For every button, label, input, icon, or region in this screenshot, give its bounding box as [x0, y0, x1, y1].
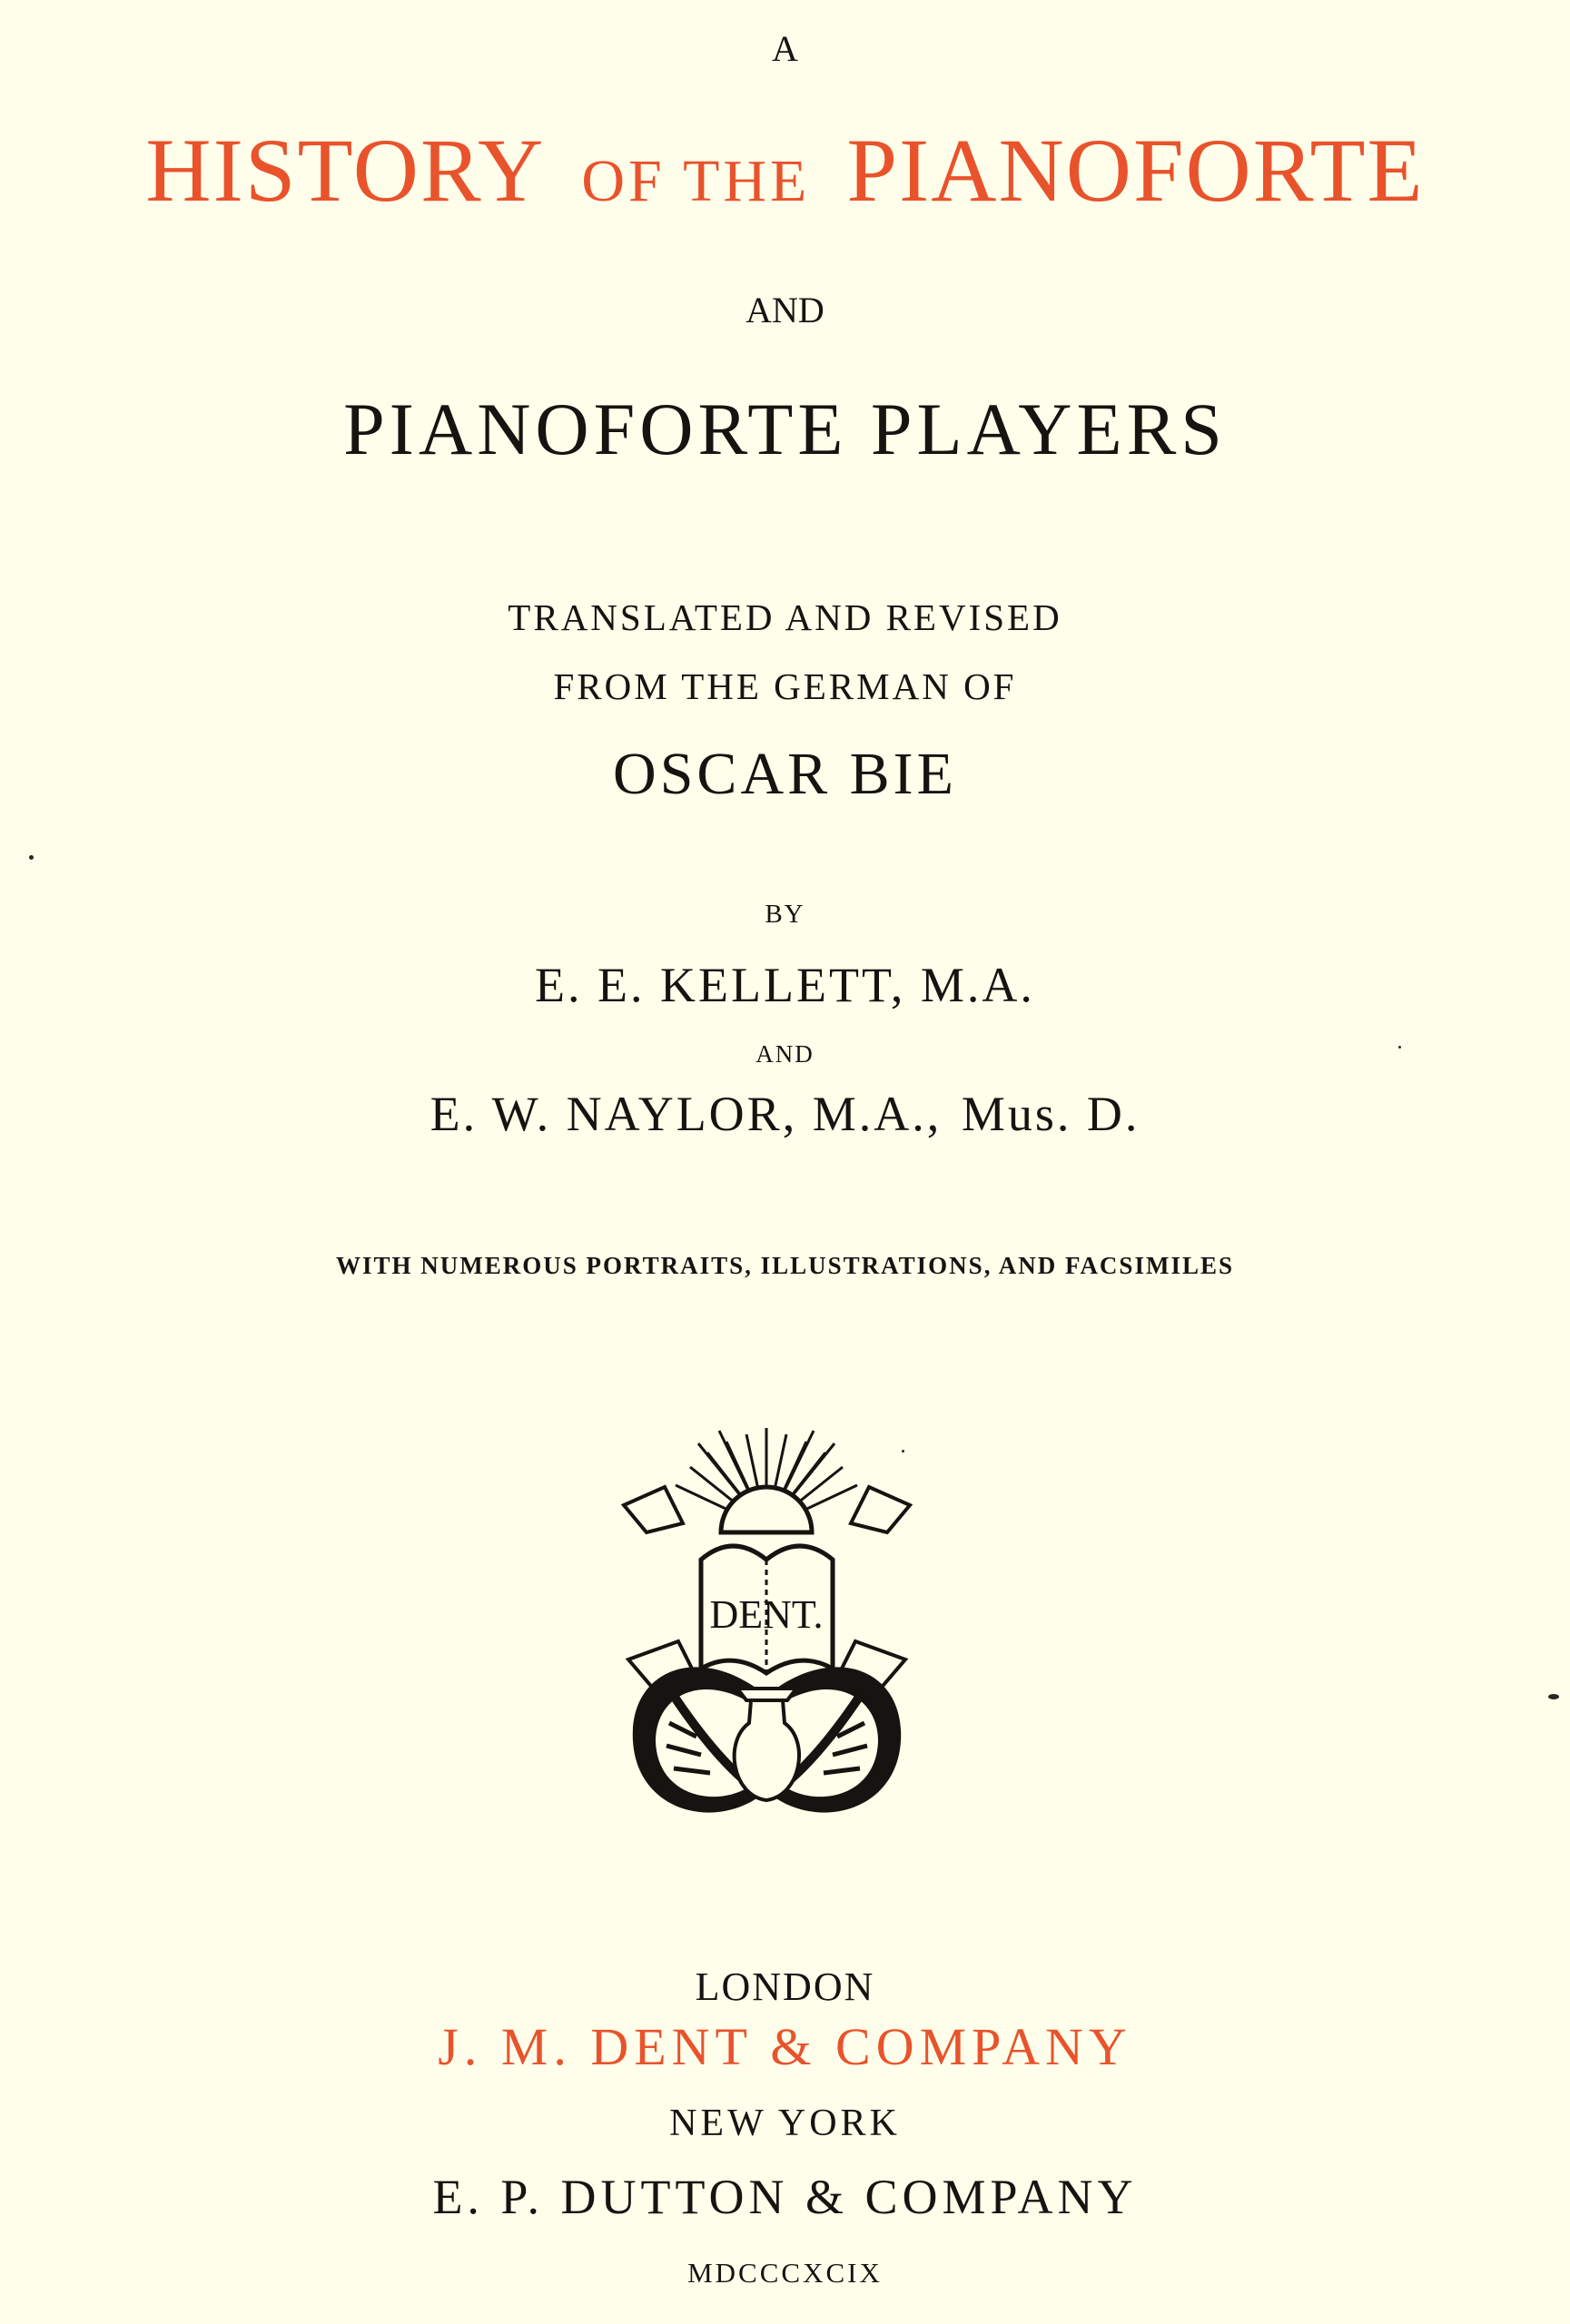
title-word-history: HISTORY	[145, 120, 546, 221]
subtitle-text: PIANOFORTE PLAYERS	[343, 388, 1227, 470]
paper-speck	[1398, 1046, 1401, 1049]
translator-2	[0, 1087, 1570, 1141]
translation-line-1-text: TRANSLATED AND REVISED	[508, 596, 1062, 638]
imprint-city-1-text: LONDON	[695, 1965, 875, 2009]
translators-and-text: AND	[755, 1040, 815, 1068]
imprint-publisher-2	[0, 2170, 1570, 2224]
paper-speck	[902, 1450, 904, 1452]
title-article	[0, 28, 1570, 69]
flower-right-icon	[837, 1487, 910, 1691]
title-connector: OF THE	[581, 148, 811, 214]
paper-speck	[29, 855, 34, 860]
title-and	[0, 292, 1570, 329]
title-word-pianoforte: PIANOFORTE	[846, 120, 1425, 221]
illustrations-note-text: WITH NUMEROUS PORTRAITS, ILLUSTRATIONS, AND FACSIMILES	[336, 1252, 1234, 1279]
subtitle	[0, 388, 1570, 470]
imprint-publisher-2-text: E. P. DUTTON & COMPANY	[432, 2170, 1138, 2224]
main-title	[0, 120, 1570, 221]
open-book-icon	[701, 1546, 833, 1673]
original-author	[0, 741, 1570, 807]
by-label	[0, 901, 1570, 928]
flower-left-icon	[624, 1487, 696, 1691]
title-and-text: AND	[746, 290, 824, 330]
imprint-city-2	[0, 2104, 1570, 2142]
publisher-device-icon	[610, 1423, 923, 1832]
imprint-city-2-text: NEW YORK	[669, 2102, 901, 2144]
translation-line-2-text: FROM THE GERMAN OF	[553, 665, 1017, 707]
imprint-year	[0, 2259, 1570, 2287]
imprint-publisher-1	[0, 2017, 1570, 2076]
original-author-text: OSCAR BIE	[613, 741, 957, 807]
translation-line-1	[0, 596, 1570, 638]
imprint-year-text: MDCCCXCIX	[687, 2257, 883, 2289]
imprint-city-1	[0, 1967, 1570, 2007]
illustrations-note	[0, 1254, 1570, 1278]
translator-1	[0, 958, 1570, 1012]
translator-2-name: E. W. NAYLOR, M.A.,	[430, 1087, 943, 1141]
emblem-label: DENT.	[709, 1592, 824, 1637]
translation-line-2	[0, 665, 1570, 707]
translators-and	[0, 1042, 1570, 1067]
imprint-publisher-1-text: J. M. DENT & COMPANY	[438, 2017, 1132, 2076]
by-label-text: BY	[765, 900, 805, 929]
sun-icon	[721, 1487, 812, 1532]
paper-speck	[1548, 1694, 1559, 1699]
translator-2-degree: Mus. D.	[961, 1087, 1140, 1141]
translator-1-text: E. E. KELLETT, M.A.	[535, 958, 1035, 1012]
title-article-text: A	[772, 28, 798, 69]
